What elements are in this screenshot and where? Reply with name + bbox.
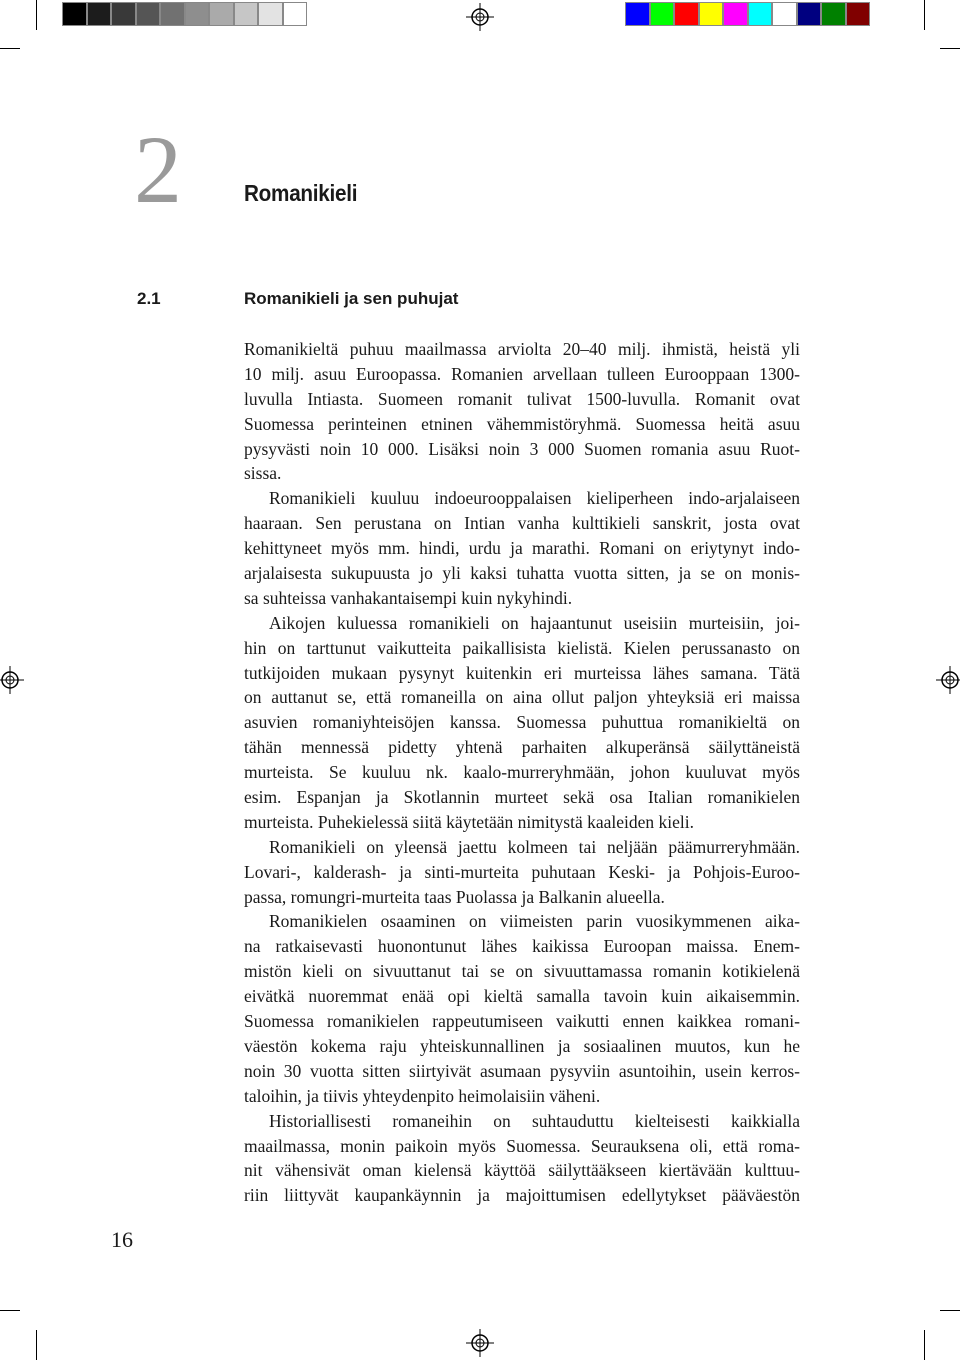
chapter-title: Romanikieli (244, 180, 358, 206)
paragraph (244, 835, 800, 910)
text-line: Historiallisesti romaneihin on suhtauduttu kielteisesti kaikkialla (269, 1110, 800, 1131)
text-line: na ratkaisevasti huonontunut lähes kaikissa Euroopan maissa. Enem- (244, 936, 800, 957)
text-line: sa suhteissa vanhakantaisempi kuin nykyhindi. (244, 587, 573, 608)
crop-mark (940, 1310, 960, 1311)
color-swatch (87, 2, 112, 26)
color-swatch (846, 2, 871, 26)
text-line: luvulla Intiasta. Suomeen romanit tulivat 1500-luvulla. Romanit ovat (244, 388, 800, 409)
text-line: pysyvästi noin 10 000. Lisäksi noin 3 000 Suomen romania asuu Ruot- (244, 438, 800, 459)
text-line: Aikojen kuluessa romanikieli on hajaantunut useisiin murteisiin, joi- (269, 612, 800, 633)
crop-mark (36, 1330, 37, 1360)
text-line: murteista. Se kuuluu nk. kaalo-murreryhmään, johon kuuluvat myös (244, 762, 800, 783)
color-swatch (748, 2, 773, 26)
color-swatch (699, 2, 724, 26)
registration-mark-icon (936, 666, 960, 694)
text-line: taloihin, ja tiivis yhteydenpito heimolaisiin väheni. (244, 1085, 601, 1106)
text-line: kehittyneet myös mm. hindi, urdu ja marathi. Romani on eriytynyt indo- (244, 538, 800, 559)
text-line: Suomessa perinteinen etninen vähemmistöryhmä. Suomessa heitä asuu (244, 413, 800, 434)
text-line: murteista. Puhekielessä siitä käytetään nimitystä kaaleiden kieli. (244, 811, 695, 832)
text-line: Romanikieltä puhuu maailmassa arviolta 20–40 milj. ihmistä, heistä yli (244, 339, 800, 359)
text-line: on auttanut se, että romaneilla on aina ollut paljon yhteyksiä eri maissa (244, 687, 800, 708)
text-line: Romanikielen osaaminen on viimeisten parin vuosikymmenen aika- (269, 911, 800, 932)
crop-mark (940, 48, 960, 49)
color-swatch (821, 2, 846, 26)
color-swatch (650, 2, 675, 26)
text-line: noin 30 vuotta sitten siirtyivät asumaan pysyviin asuntoihin, usein kerros- (244, 1060, 800, 1081)
color-swatch (283, 2, 308, 26)
color-swatch (797, 2, 822, 26)
section-number: 2.1 (137, 289, 161, 308)
text-line: Romanikieli on yleensä jaettu kolmeen tai neljään päämurreryhmään. (269, 836, 800, 857)
text-line: väestön kokema raju yhteiskunnallinen ja sosiaalinen muutos, kun he (244, 1035, 800, 1056)
text-line: nit vähensivät oman kielensä käyttöä säilyttääkseen kiertävään kulttuu- (244, 1160, 800, 1181)
section-title: Romanikieli ja sen puhujat (244, 289, 459, 308)
color-swatch (772, 2, 797, 26)
text-line: haaraan. Sen perustana on Intian vanha kulttikieli sanskrit, josta ovat (244, 513, 800, 534)
color-swatch (258, 2, 283, 26)
text-line: hin on tarttunut vaikutteita paikallisista kielistä. Kielen perussanasto on (244, 637, 800, 658)
chapter-number: 2 (134, 116, 182, 223)
process-color-bar (625, 2, 870, 26)
registration-mark-icon (466, 3, 494, 31)
color-swatch (185, 2, 210, 26)
text-line: esim. Espanjan ja Skotlannin murteet sekä osa Italian romanikielen (244, 787, 800, 808)
text-line: Suomessa romanikielen rappeutumiseen vaikutti ennen kaikkea romani- (244, 1011, 800, 1032)
text-line: sissa. (244, 463, 282, 484)
color-swatch (209, 2, 234, 26)
color-swatch (723, 2, 748, 26)
paragraph (244, 486, 800, 610)
color-swatch (625, 2, 650, 26)
registration-mark-icon (0, 666, 24, 694)
text-line: passa, romungri-murteita taas Puolassa ja Balkanin alueella. (244, 886, 665, 907)
text-line: tutkijoiden mukaan pysynyt kuitenkin eri murteissa lähes samana. Tätä (244, 662, 800, 683)
crop-mark (924, 1330, 925, 1360)
registration-mark-icon (466, 1329, 494, 1357)
text-line: Romanikieli kuuluu indoeurooppalaisen kieliperheen indo-arjalaiseen (269, 488, 800, 509)
paragraph (244, 337, 800, 486)
crop-mark (0, 48, 20, 49)
text-line: 10 milj. asuu Euroopassa. Romanien arvellaan tulleen Eurooppaan 1300- (244, 363, 800, 384)
grayscale-color-bar (62, 2, 307, 26)
text-line: tähän mennessä pidetty yhtenä parhaiten alkuperänsä säilyttäneistä (244, 737, 800, 758)
crop-mark (924, 0, 925, 30)
color-swatch (111, 2, 136, 26)
color-swatch (136, 2, 161, 26)
text-line: riin liittyvät kaupankäynnin ja majoittumisen edellytykset pääväestön (244, 1185, 800, 1206)
paragraph (244, 611, 800, 835)
body-text (244, 337, 800, 1208)
text-line: Lovari-, kalderash- ja sinti-murteita puhutaan Keski- ja Pohjois-Euroo- (244, 861, 800, 882)
page-number: 16 (111, 1227, 133, 1252)
color-swatch (234, 2, 259, 26)
text-line: maailmassa, monin paikoin myös Suomessa. Seurauksena oli, että roma- (244, 1135, 800, 1156)
crop-mark (0, 1310, 20, 1311)
crop-mark (36, 0, 37, 30)
text-line: asuvien romaniyhteisöjen kanssa. Suomessa puhuttua romanikieltä on (244, 712, 800, 733)
color-swatch (674, 2, 699, 26)
paragraph (244, 1109, 800, 1209)
color-swatch (160, 2, 185, 26)
text-line: mistön kieli on sivuuttanut tai se on sivuuttamassa romanin kotikielenä (244, 961, 800, 982)
text-line: arjalaisesta sukupuusta jo yli kaksi tuhatta vuotta sitten, ja se on monis- (244, 563, 800, 584)
text-line: eivätkä nuoremmat enää opi kieltä samalla tavoin kuin aikaisemmin. (244, 986, 800, 1007)
paragraph (244, 909, 800, 1108)
color-swatch (62, 2, 87, 26)
